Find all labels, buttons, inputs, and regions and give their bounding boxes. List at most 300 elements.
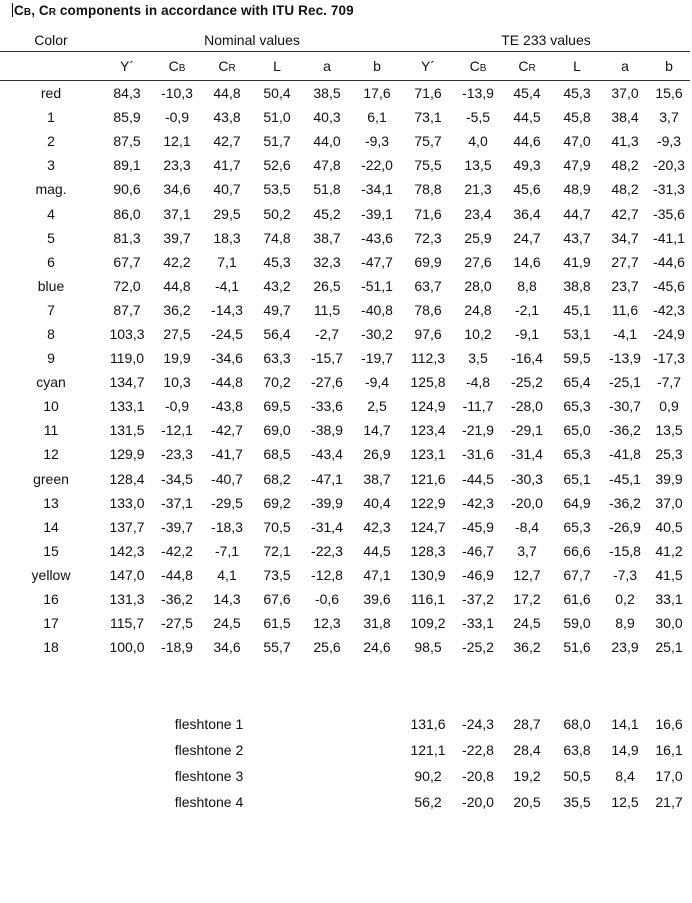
table-row: [0, 442, 690, 466]
te233-value-cell: 49,3: [513, 157, 541, 174]
nominal-value-cell: 84,3: [113, 85, 141, 102]
te233-value-cell: 42,7: [611, 205, 639, 222]
title-c2: C: [38, 3, 49, 18]
nominal-value-cell: -34,5: [161, 470, 193, 487]
nominal-value-cell: 34,6: [163, 181, 191, 198]
table-row: [0, 635, 690, 659]
te233-value-cell: -46,9: [462, 566, 494, 583]
nominal-value-cell: -42,7: [211, 422, 243, 439]
te233-value-cell: 45,6: [513, 181, 541, 198]
title-bar-mark: [12, 3, 13, 17]
column-header: [502, 52, 552, 81]
te233-value-cell: -31,4: [511, 446, 543, 463]
te233-value-cell: -35,6: [653, 205, 685, 222]
te233-value-cell: 37,0: [611, 85, 639, 102]
te233-value-cell: -46,7: [462, 542, 494, 559]
title-c1: C: [14, 3, 24, 18]
nominal-value-cell: 133,1: [109, 398, 145, 415]
fleshtone-row: [0, 711, 690, 737]
table-row: [0, 467, 690, 491]
fleshtone-value-cell: 14,1: [611, 716, 639, 733]
te233-value-cell: 65,3: [563, 398, 591, 415]
row-label: yellow: [31, 566, 71, 583]
te233-value-cell: 65,3: [563, 518, 591, 535]
nominal-value-cell: 134,7: [109, 374, 145, 391]
te233-value-cell: 65,4: [563, 374, 591, 391]
te233-value-cell: 67,7: [563, 566, 591, 583]
nominal-value-cell: -34,1: [361, 181, 393, 198]
te233-value-cell: -28,0: [511, 398, 543, 415]
column-header: [252, 52, 302, 81]
nominal-value-cell: -47,7: [361, 253, 393, 270]
te233-value-cell: 11,6: [611, 301, 639, 318]
nominal-value-cell: -14,3: [211, 301, 243, 318]
nominal-value-cell: 45,3: [263, 253, 291, 270]
te233-value-cell: -13,9: [609, 350, 641, 367]
nominal-value-cell: 137,7: [109, 518, 145, 535]
nominal-value-cell: 14,7: [363, 422, 391, 439]
te233-value-cell: 23,7: [611, 277, 639, 294]
column-header-main: C: [218, 58, 229, 74]
table-row: [0, 587, 690, 611]
row-label: 3: [47, 157, 55, 174]
nominal-value-cell: -37,1: [161, 494, 193, 511]
row-label: 4: [47, 205, 55, 222]
nominal-value-cell: 40,4: [363, 494, 391, 511]
te233-value-cell: 48,2: [611, 157, 639, 174]
te233-value-cell: -4,1: [612, 325, 638, 342]
te233-value-cell: 13,5: [464, 157, 492, 174]
row-label: 5: [47, 229, 55, 246]
nominal-value-cell: 45,2: [313, 205, 341, 222]
column-header-main: C: [518, 58, 529, 74]
te233-value-cell: 51,6: [563, 639, 591, 656]
row-label: blue: [37, 277, 65, 294]
row-label: 12: [43, 446, 59, 463]
nominal-value-cell: 147,0: [109, 566, 145, 583]
nominal-value-cell: 72,1: [263, 542, 291, 559]
nominal-value-cell: -40,8: [361, 301, 393, 318]
te233-value-cell: 44,6: [513, 133, 541, 150]
te233-value-cell: 72,3: [414, 229, 442, 246]
te233-value-cell: 47,9: [563, 157, 591, 174]
column-header-main: b: [665, 58, 673, 74]
te233-value-cell: 98,5: [414, 639, 442, 656]
te233-value-cell: -44,6: [653, 253, 685, 270]
title-sub-b: B: [23, 7, 32, 18]
te233-value-cell: 3,7: [517, 542, 537, 559]
nominal-value-cell: 43,8: [213, 109, 241, 126]
te233-value-cell: -26,9: [609, 518, 641, 535]
te233-value-cell: 112,3: [411, 350, 445, 367]
nominal-value-cell: 67,6: [263, 591, 291, 608]
fleshtone-value-cell: 21,7: [655, 794, 683, 811]
column-header: [648, 52, 690, 81]
nominal-value-cell: 12,3: [313, 615, 341, 632]
te233-value-cell: 23,4: [464, 205, 492, 222]
te233-value-cell: 44,7: [563, 205, 591, 222]
nominal-value-cell: -36,2: [161, 591, 193, 608]
nominal-value-cell: 47,8: [313, 157, 341, 174]
table-row: [0, 539, 690, 563]
fleshtone-value-cell: 14,9: [611, 742, 639, 759]
te233-value-cell: -42,3: [653, 301, 685, 318]
nominal-value-cell: 69,2: [263, 494, 291, 511]
nominal-value-cell: 44,8: [213, 85, 241, 102]
header-row-columns: [0, 52, 690, 81]
nominal-value-cell: 34,6: [213, 639, 241, 656]
fleshtone-value-cell: -24,3: [462, 716, 494, 733]
fleshtone-value-cell: 16,6: [655, 716, 683, 733]
te233-value-cell: 43,7: [563, 229, 591, 246]
column-header: [602, 52, 648, 81]
fleshtone-value-cell: 131,6: [410, 716, 446, 733]
te233-value-cell: 23,9: [611, 639, 639, 656]
nominal-value-cell: -39,9: [311, 494, 343, 511]
nominal-value-cell: -12,8: [311, 566, 343, 583]
te233-value-cell: 75,5: [414, 157, 442, 174]
fleshtone-value-cell: 90,2: [414, 768, 442, 785]
nominal-value-cell: -22,3: [311, 542, 343, 559]
te233-value-cell: 53,1: [563, 325, 591, 342]
column-header-main: a: [621, 58, 629, 74]
fleshtone-value-cell: 28,7: [513, 716, 541, 733]
te233-value-cell: -5,5: [465, 109, 491, 126]
row-label: 9: [47, 350, 55, 367]
column-header: [302, 52, 352, 81]
nominal-value-cell: 52,6: [263, 157, 291, 174]
nominal-value-cell: -44,8: [211, 374, 243, 391]
table-row: [0, 491, 690, 515]
te233-value-cell: -15,8: [609, 542, 641, 559]
row-label: 16: [43, 591, 59, 608]
nominal-value-cell: -51,1: [361, 277, 393, 294]
nominal-value-cell: 72,0: [113, 277, 141, 294]
fleshtone-row: [0, 789, 690, 815]
te233-value-cell: -17,3: [653, 350, 685, 367]
fleshtone-value-cell: 17,0: [655, 768, 683, 785]
nominal-value-cell: 86,0: [113, 205, 141, 222]
nominal-value-cell: 90,6: [113, 181, 141, 198]
nominal-value-cell: 87,7: [113, 301, 141, 318]
te233-value-cell: -7,7: [656, 374, 682, 391]
nominal-value-cell: -0,9: [164, 109, 190, 126]
nominal-value-cell: 19,9: [163, 350, 191, 367]
te233-value-cell: -25,2: [462, 639, 494, 656]
nominal-value-cell: 47,1: [363, 566, 391, 583]
te233-value-cell: -25,2: [511, 374, 543, 391]
fleshtone-label: fleshtone 4: [174, 794, 244, 811]
nominal-value-cell: -18,9: [161, 639, 193, 656]
nominal-value-cell: -23,3: [161, 446, 193, 463]
nominal-value-cell: 44,8: [163, 277, 191, 294]
te233-value-cell: 64,9: [563, 494, 591, 511]
header-color: Color: [34, 32, 68, 48]
nominal-value-cell: 85,9: [113, 109, 141, 126]
te233-value-cell: 71,6: [414, 85, 442, 102]
row-label: 14: [43, 518, 59, 535]
te233-value-cell: 17,2: [513, 591, 541, 608]
nominal-value-cell: 42,3: [363, 518, 391, 535]
nominal-value-cell: 119,0: [110, 350, 144, 367]
te233-value-cell: 8,9: [615, 615, 635, 632]
header-row-groups: [0, 29, 690, 52]
te233-value-cell: 116,1: [411, 591, 445, 608]
nominal-value-cell: 70,5: [263, 518, 291, 535]
nominal-value-cell: 12,1: [163, 133, 191, 150]
te233-value-cell: -29,1: [511, 422, 543, 439]
te233-value-cell: 122,9: [410, 494, 446, 511]
te233-value-cell: -20,0: [511, 494, 543, 511]
te233-value-cell: 0,2: [615, 591, 635, 608]
column-header: [202, 52, 252, 81]
table-row: [0, 81, 690, 106]
nominal-value-cell: -12,1: [161, 422, 193, 439]
table-row: [0, 129, 690, 153]
column-header-main: C: [168, 58, 179, 74]
te233-value-cell: 3,5: [468, 350, 488, 367]
fleshtone-value-cell: 28,4: [513, 742, 541, 759]
fleshtone-value-cell: 19,2: [513, 768, 541, 785]
column-header-main: L: [573, 58, 581, 74]
te233-value-cell: 59,5: [563, 350, 591, 367]
fleshtone-value-cell: -22,8: [462, 742, 494, 759]
te233-value-cell: 36,4: [513, 205, 541, 222]
table-title: [12, 3, 354, 18]
table-row: [0, 274, 690, 298]
table-row: [0, 563, 690, 587]
nominal-value-cell: 37,1: [163, 205, 191, 222]
nominal-value-cell: 69,0: [263, 422, 291, 439]
nominal-value-cell: -9,4: [364, 374, 390, 391]
te233-value-cell: 65,3: [563, 446, 591, 463]
column-header-sub: R: [528, 63, 536, 74]
nominal-value-cell: -47,1: [311, 470, 343, 487]
te233-value-cell: -45,6: [653, 277, 685, 294]
nominal-value-cell: 23,3: [163, 157, 191, 174]
te233-value-cell: -9,3: [656, 133, 682, 150]
table-row: [0, 515, 690, 539]
te233-value-cell: 121,6: [410, 470, 446, 487]
nominal-value-cell: 51,8: [313, 181, 341, 198]
nominal-value-cell: 29,5: [213, 205, 241, 222]
fleshtone-value-cell: -20,8: [462, 768, 494, 785]
nominal-value-cell: -0,6: [314, 591, 340, 608]
header-nominal-values: Nominal values: [204, 32, 300, 48]
te233-value-cell: 28,0: [464, 277, 492, 294]
te233-value-cell: 61,6: [563, 591, 591, 608]
fleshtone-value-cell: 35,5: [563, 794, 591, 811]
te233-value-cell: 34,7: [611, 229, 639, 246]
te233-value-cell: -16,4: [511, 350, 543, 367]
nominal-value-cell: 51,7: [263, 133, 291, 150]
te233-value-cell: 45,8: [563, 109, 591, 126]
nominal-value-cell: 40,7: [213, 181, 241, 198]
row-label: 1: [47, 109, 55, 126]
te233-value-cell: 12,7: [513, 566, 541, 583]
nominal-value-cell: 26,9: [363, 446, 391, 463]
nominal-value-cell: -27,6: [311, 374, 343, 391]
nominal-value-cell: 6,1: [367, 109, 387, 126]
te233-value-cell: 38,8: [563, 277, 591, 294]
row-label: cyan: [36, 374, 66, 391]
nominal-value-cell: -22,0: [361, 157, 393, 174]
te233-value-cell: 27,6: [464, 253, 492, 270]
te233-value-cell: -30,3: [511, 470, 543, 487]
te233-value-cell: 24,7: [513, 229, 541, 246]
nominal-value-cell: 38,7: [363, 470, 391, 487]
te233-value-cell: 45,4: [513, 85, 541, 102]
column-header-main: a: [323, 58, 331, 74]
table-row: [0, 418, 690, 442]
nominal-value-cell: 4,1: [217, 566, 237, 583]
te233-value-cell: -41,1: [653, 229, 685, 246]
nominal-value-cell: 36,2: [163, 301, 191, 318]
row-label: 15: [43, 542, 59, 559]
te233-value-cell: -44,5: [462, 470, 494, 487]
title-sub-r: R: [48, 7, 57, 18]
te233-value-cell: 14,6: [513, 253, 541, 270]
nominal-value-cell: -33,6: [311, 398, 343, 415]
nominal-value-cell: -24,5: [211, 325, 243, 342]
nominal-value-cell: 61,5: [263, 615, 291, 632]
table-row: [0, 177, 690, 201]
nominal-value-cell: 43,2: [263, 277, 291, 294]
fleshtone-value-cell: 16,1: [655, 742, 683, 759]
fleshtone-row: [0, 763, 690, 789]
te233-value-cell: 30,0: [655, 615, 683, 632]
header-te233-values: TE 233 values: [501, 32, 591, 48]
nominal-value-cell: -0,9: [164, 398, 190, 415]
nominal-value-cell: -44,8: [161, 566, 193, 583]
nominal-value-cell: -7,1: [214, 542, 240, 559]
te233-value-cell: 36,2: [513, 639, 541, 656]
table-row: [0, 322, 690, 346]
te233-value-cell: 37,0: [655, 494, 683, 511]
te233-value-cell: -21,9: [462, 422, 494, 439]
nominal-value-cell: 81,3: [113, 229, 141, 246]
te233-value-cell: 41,3: [611, 133, 639, 150]
nominal-value-cell: 14,3: [213, 591, 241, 608]
te233-value-cell: -45,9: [462, 518, 494, 535]
nominal-value-cell: -39,1: [361, 205, 393, 222]
te233-value-cell: -20,3: [653, 157, 685, 174]
title-rest: components in accordance with ITU Rec. 709: [56, 3, 354, 18]
table-row: [0, 370, 690, 394]
te233-value-cell: 66,6: [563, 542, 591, 559]
column-header-main: b: [373, 58, 381, 74]
nominal-value-cell: -15,7: [311, 350, 343, 367]
te233-value-cell: 125,8: [410, 374, 446, 391]
te233-value-cell: 130,9: [410, 566, 446, 583]
fleshtone-value-cell: 12,5: [611, 794, 639, 811]
te233-value-cell: 69,9: [414, 253, 442, 270]
row-label: 13: [43, 494, 59, 511]
fleshtone-value-cell: 68,0: [563, 716, 591, 733]
table-row: [0, 153, 690, 177]
fleshtone-value-cell: -20,0: [462, 794, 494, 811]
te233-value-cell: -2,1: [514, 301, 540, 318]
nominal-value-cell: 27,5: [163, 325, 191, 342]
nominal-value-cell: -41,7: [211, 446, 243, 463]
te233-value-cell: -42,3: [462, 494, 494, 511]
nominal-value-cell: 2,5: [367, 398, 387, 415]
nominal-value-cell: 63,3: [263, 350, 291, 367]
row-label: 11: [43, 422, 59, 439]
nominal-value-cell: 133,0: [109, 494, 145, 511]
column-header: [152, 52, 202, 81]
fleshtone-value-cell: 56,2: [414, 794, 442, 811]
te233-value-cell: 24,8: [464, 301, 492, 318]
nominal-value-cell: 53,5: [263, 181, 291, 198]
nominal-value-cell: 115,7: [110, 615, 144, 632]
table-row: [0, 201, 690, 225]
te233-value-cell: 21,3: [464, 181, 492, 198]
nominal-value-cell: -18,3: [211, 518, 243, 535]
fleshtone-value-cell: 50,5: [563, 768, 591, 785]
nominal-value-cell: -40,7: [211, 470, 243, 487]
nominal-value-cell: -4,1: [214, 277, 240, 294]
nominal-value-cell: 56,4: [263, 325, 291, 342]
fleshtone-value-cell: 121,1: [410, 742, 446, 759]
table-spacer-row: [0, 659, 690, 711]
nominal-value-cell: 142,3: [109, 542, 145, 559]
row-label: 2: [47, 133, 55, 150]
nominal-value-cell: 87,5: [113, 133, 141, 150]
column-header: [402, 52, 454, 81]
nominal-value-cell: 24,6: [363, 639, 391, 656]
te233-value-cell: 65,1: [563, 470, 591, 487]
nominal-value-cell: -42,2: [161, 542, 193, 559]
te233-value-cell: 40,5: [655, 518, 683, 535]
te233-value-cell: -30,7: [609, 398, 641, 415]
row-label: 6: [47, 253, 55, 270]
nominal-value-cell: 26,5: [313, 277, 341, 294]
nominal-value-cell: -43,6: [361, 229, 393, 246]
row-label: 8: [47, 325, 55, 342]
te233-value-cell: 124,9: [410, 398, 446, 415]
te233-value-cell: 25,9: [464, 229, 492, 246]
te233-value-cell: 47,0: [563, 133, 591, 150]
te233-value-cell: 25,3: [655, 446, 683, 463]
nominal-value-cell: 18,3: [213, 229, 241, 246]
te233-value-cell: -9,1: [514, 325, 540, 342]
fleshtone-label: fleshtone 1: [174, 716, 244, 733]
column-header: [102, 52, 152, 81]
te233-value-cell: 75,7: [414, 133, 442, 150]
nominal-value-cell: -27,5: [161, 615, 193, 632]
nominal-value-cell: 42,7: [213, 133, 241, 150]
te233-value-cell: -24,9: [653, 325, 685, 342]
nominal-value-cell: 131,5: [109, 422, 145, 439]
table-row: [0, 611, 690, 635]
te233-value-cell: 10,2: [464, 325, 492, 342]
column-header-main: L: [273, 58, 281, 74]
table-row: [0, 346, 690, 370]
te233-value-cell: 78,8: [414, 181, 442, 198]
fleshtone-label: fleshtone 3: [174, 768, 244, 785]
te233-value-cell: -45,1: [609, 470, 641, 487]
te233-value-cell: 41,5: [655, 566, 683, 583]
nominal-value-cell: 70,2: [263, 374, 291, 391]
nominal-value-cell: 67,7: [113, 253, 141, 270]
nominal-value-cell: -2,7: [314, 325, 340, 342]
column-header: [552, 52, 602, 81]
table-row: [0, 298, 690, 322]
nominal-value-cell: 42,2: [163, 253, 191, 270]
nominal-value-cell: 17,6: [363, 85, 391, 102]
spacer-cell: [0, 659, 690, 711]
